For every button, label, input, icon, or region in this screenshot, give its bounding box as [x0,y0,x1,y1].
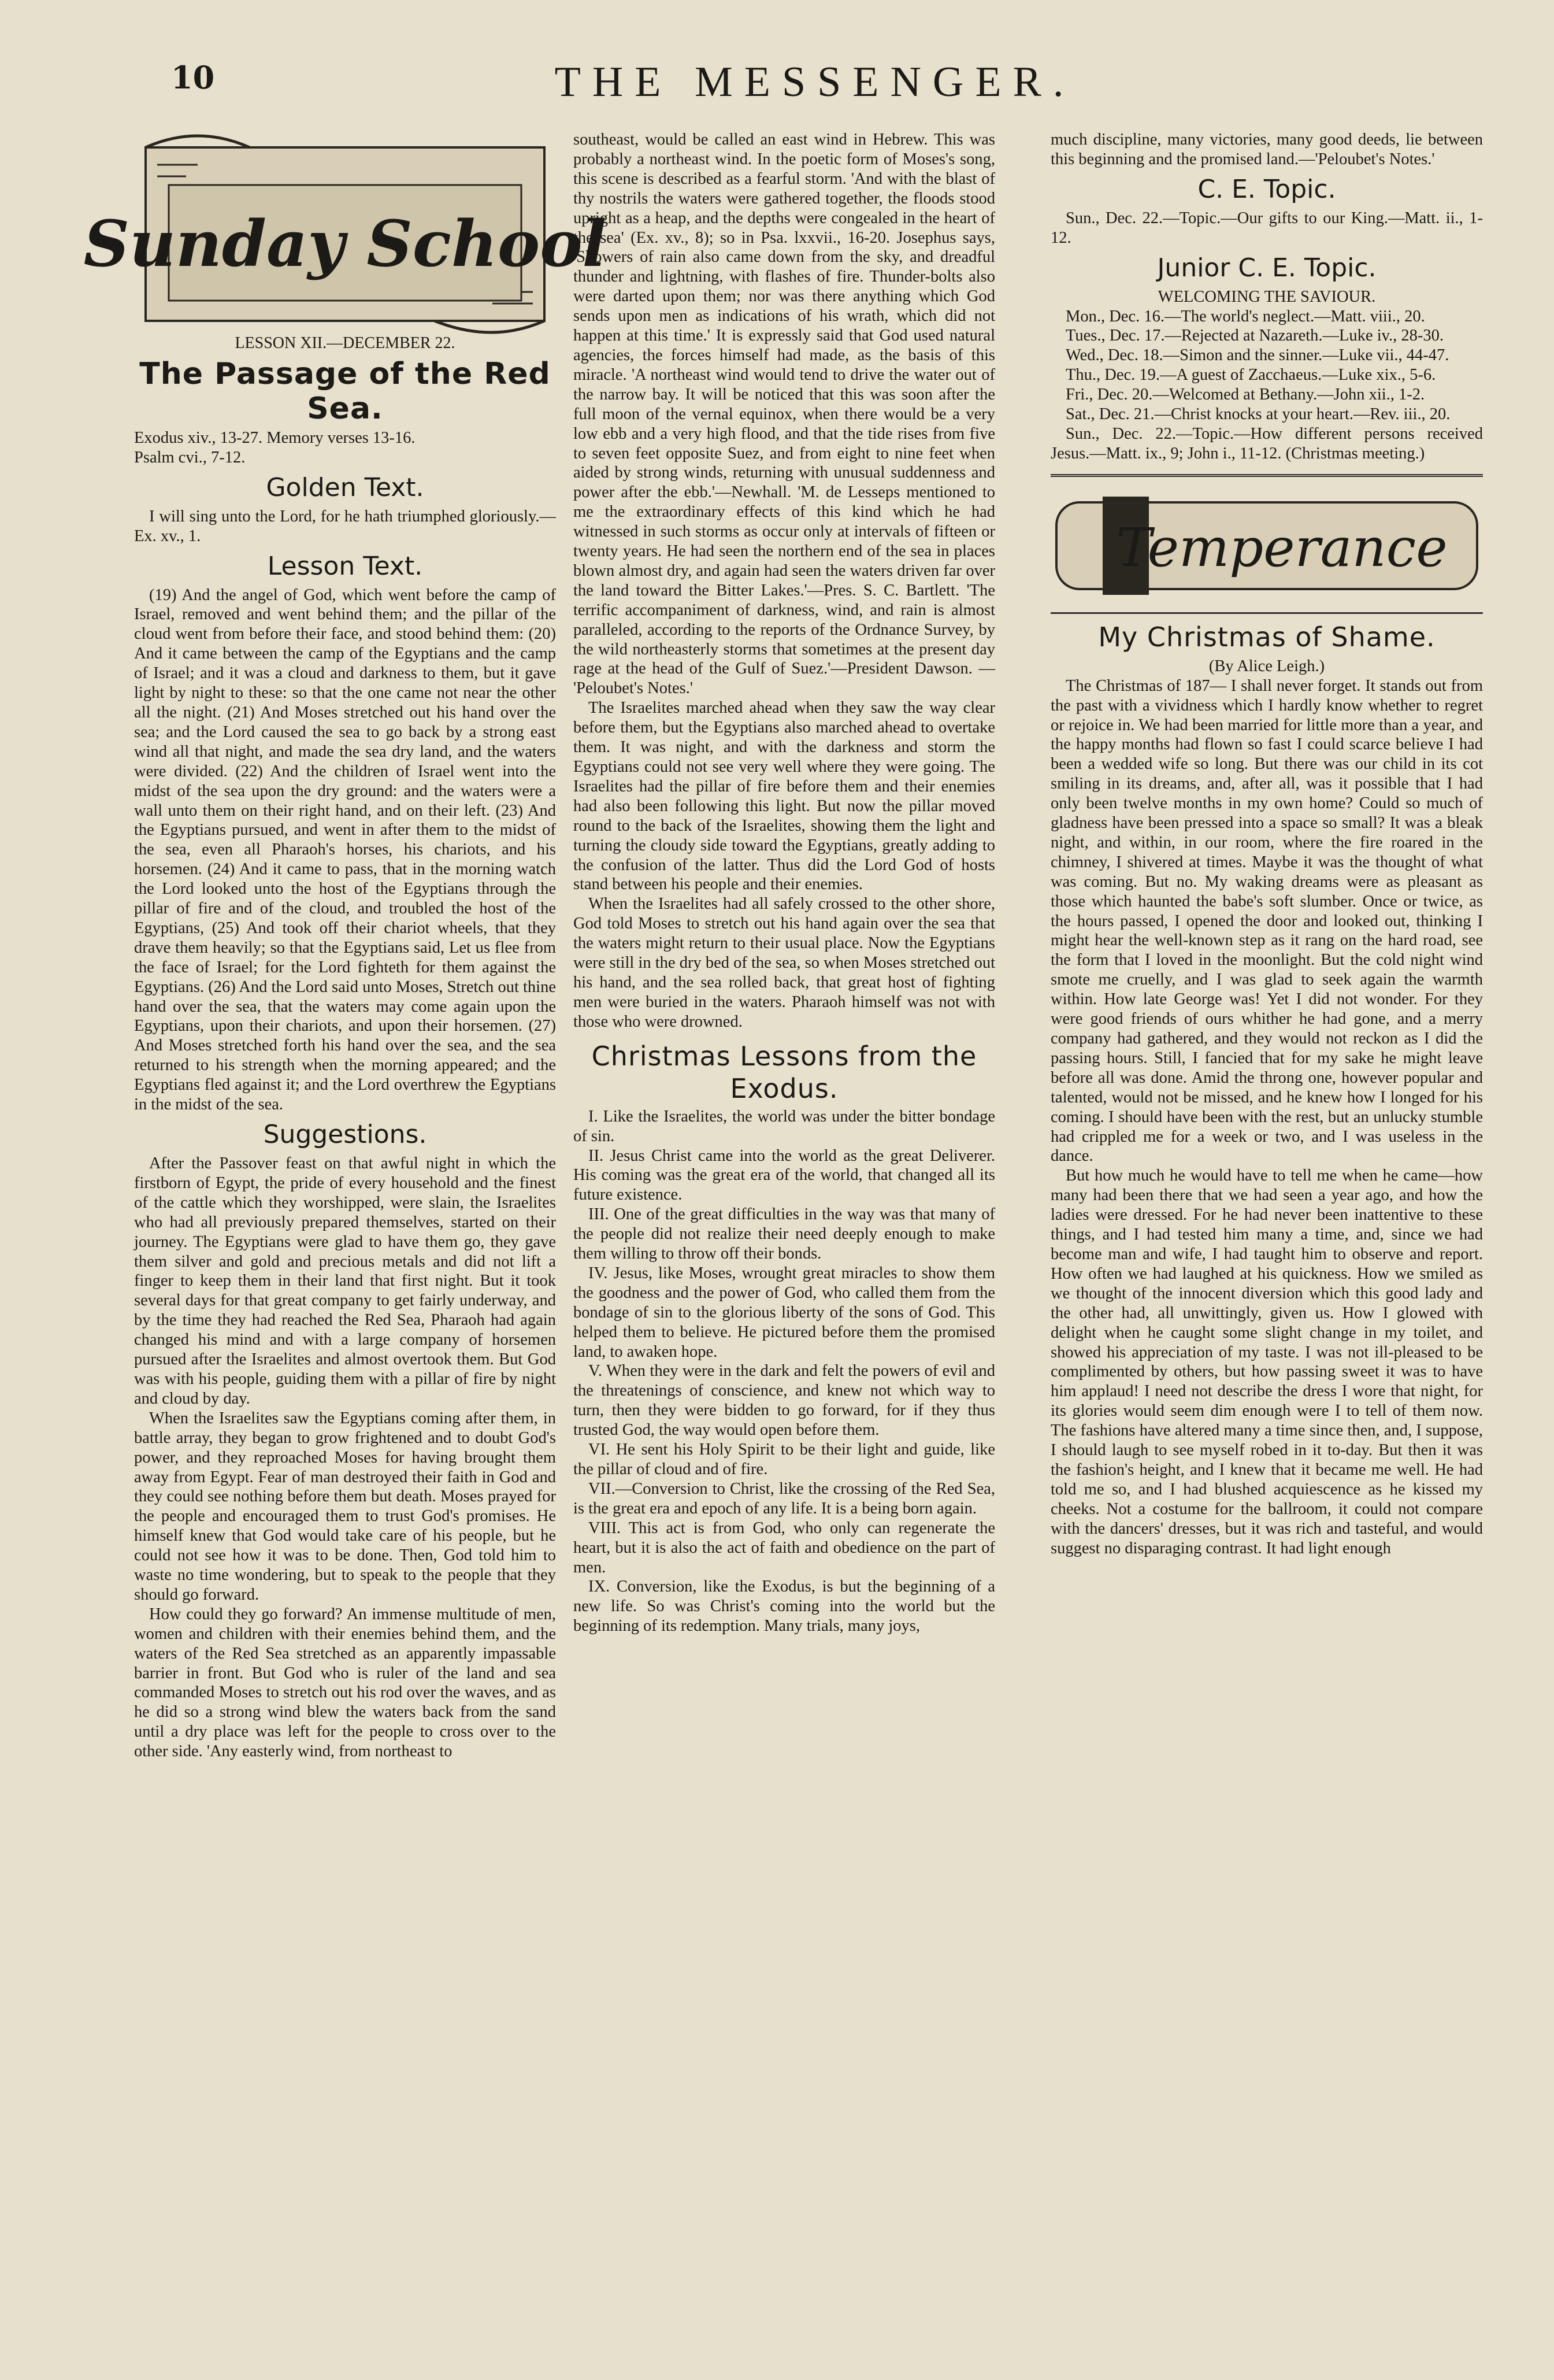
masthead: THE MESSENGER. [554,58,1075,106]
commentary-paragraph: The Israelites marched ahead when they saw the way clear before them, but the Egyptians also marched ahead to overtake them. It was night, and with the darkness and storm the Egyptians could not see very well where they were going. The Israelites had the pillar of fire before them and their enemies had also been following this light. But now the pillar moved round to the back of the Israelites, showing them the light and turning the cloudy side toward the Egyptians, greatly adding to the confusion of the latter. Thus did the Lord God of hosts stand between his people and their enemies. [573,699,995,894]
sunday-school-logotype [84,206,607,281]
christmas-lesson-item: VI. He sent his Holy Spirit to be their light and guide, like the pillar of cloud and of fire. [573,1441,995,1478]
svg-text:Temperance: Temperance [1116,516,1448,579]
story-byline: (By Alice Leigh.) [1208,657,1325,675]
junior-ce-heading: Junior C. E. Topic. [1157,253,1377,283]
story-paragraph: But how much he would have to tell me when he came—how many had been there that we had seen a year ago, and how the ladies were dressed. For he had never been inattentive to these things, and I had tested him many a time, and, since we had become man and wife, I had taught him to observe and report. How often we had laughed at his quickness. How we smiled as we thought of the innocent diversion which this good lady and the other had, all unwittingly, given us. How I glowed with delight when he caught some slight change in my toilet, and showed his appreciation of my taste. I was not ill-pleased to be complimented by others, but how passing sweet it was to have him applaud! I need not describe the dress I wore that night, for its glories would seem dim enough were I to tell of them now. The fashions have altered many a time since then, and, I suppose, I should laugh to see myself robed in it to-day. But then it was the fashion's height, and I knew that it became me well. He had told me so, and I had blushed acquiescence as he kissed my cheeks. Not a costume for the ballroom, it could not compare with the dancers' dresses, but it was rich and tasteful, and would suggest no disparaging contrast. It had light enough [1051,1167,1483,1557]
temperance-ornament [1051,485,1483,606]
column-middle [573,130,995,1636]
sunday-school-banner [83,130,607,350]
column-left [83,130,607,1761]
suggestions-paragraph: How could they go forward? An immense multitude of men, women and children with their enemies behind them, and the waters of the Red Sea stretched as an apparently impassable barrier in front. But God who is ruler of the land and sea commanded Moses to stretch out his rod over the waves, and as he did so a strong wind blew the waters back from the sand until a dry place was left for the people to cross over to the other side. 'Any easterly wind, from northeast to [134,1605,556,1761]
lesson-text-heading: Lesson Text. [267,551,423,581]
christmas-lesson-item: III. One of the great difficulties in the way was that many of the people did not realize their need deeply enough to make them willing to throw off their bonds. [573,1205,995,1263]
christmas-lesson-item: VII.—Conversion to Christ, like the crossing of the Red Sea, is the great era and epoch of any life. It is a being born again. [573,1479,995,1517]
svg-text:Sunday School: Sunday School [83,206,607,281]
page-number: 10 [171,59,215,96]
lesson-title: The Passage of the Red Sea. [139,356,551,426]
temperance-banner [1051,485,1483,606]
lesson-number: LESSON XII.—DECEMBER 22. [235,334,455,352]
christmas-lesson-item: II. Jesus Christ came into the world as the great Deliverer. His coming was the great era of the world, that changed all its future existence. [573,1146,995,1204]
column-right [1051,130,1483,1558]
golden-text-heading: Golden Text. [266,472,424,502]
christmas-lesson-item: I. Like the Israelites, the world was under the bitter bondage of sin. [573,1107,995,1145]
lesson-text: (19) And the angel of God, which went before the camp of Israel, removed and went behind them; and the pillar of the cloud went from before their face, and stood behind them: (20) And it came between the camp of the Egyptians and the camp of Israel; and it was a cloud and darkness to them, but it gave light by night to these: so that the one came not near the other all the night. (21) And Moses stretched out his hand over the sea; and the Lord caused the sea to go back by a strong east wind all that night, and made the sea dry land, and the waters were divided. (22) And the children of Israel went into the midst of the sea upon the dry ground: and the waters were a wall unto them on their right hand, and on their left. (23) And the Egyptians pursued, and went in after them to the midst of the sea, even all Pharaoh's horses, his chariots, and his horsemen. (24) And it came to pass, that in the morning watch the Lord looked unto the host of the Egyptians through the pillar of fire and of the cloud, and troubled the host of the Egyptians, (25) And took off their chariot wheels, that they drave them heavily; so that the Egyptians said, Let us flee from the face of Israel; for the Lord fighteth for them against the Egyptians. (26) And the Lord said unto Moses, Stretch out thine hand over the sea, that the waters may come again upon the Egyptians, upon their chariots, and upon their horsemen. (27) And Moses stretched forth his hand over the sea, and the sea returned to his strength when the morning appeared; and the Egyptians fled against it; and the Lord overthrew the Egyptians in the midst of the sea. [134,586,556,1114]
christmas-lesson-item: VIII. This act is from God, who only can regenerate the heart, but it is also the act of faith and obedience on the part of men. [573,1519,995,1576]
temperance-logotype [1116,517,1447,579]
christmas-lessons-heading: Christmas Lessons from the Exodus. [591,1040,977,1104]
section-divider [1051,612,1483,614]
topic-item: Fri., Dec. 20.—Welcomed at Bethany.—John xii., 1-2. [1066,386,1425,404]
topic-item: Tues., Dec. 17.—Rejected at Nazareth.—Luke iv., 28-30. [1066,327,1444,345]
sunday-school-ornament [83,130,607,350]
topic-item: Mon., Dec. 16.—The world's neglect.—Matt. viii., 20. [1066,307,1425,325]
notes-continuation: much discipline, many victories, many good deeds, lie between this beginning and the promised land.—'Peloubet's Notes.' [1051,131,1483,168]
christmas-lesson-item: IX. Conversion, like the Exodus, is but the beginning of a new life. So was Christ's coming into the world but the beginning of its redemption. Many trials, many joys, [573,1578,995,1635]
golden-text: I will sing unto the Lord, for he hath triumphed gloriously.—Ex. xv., 1. [134,507,556,545]
topic-item: Thu., Dec. 19.—A guest of Zacchaeus.—Luke xix., 5-6. [1066,366,1436,384]
commentary-paragraph: southeast, would be called an east wind in Hebrew. This was probably a northeast wind. In the poetic form of Moses's song, this scene is described as a fearful storm. 'And with the blast of thy nostrils the waters were gathered together, the floods stood upright as a heap, and the depths were congealed in the heart of the sea' (Ex. xv., 8); so in Psa. lxxvii., 16-20. Josephus says, 'Showers of rain also came down from the sky, and dreadful thunder and lightning, with flashes of fire. Thunder-bolts also were darted upon them; nor was there anything which God sends upon men as indications of his wrath, which did not happen at this time.' It is expressly said that God used natural agencies, the forces himself had made, as the basis of this miracle. 'A northeast wind would tend to drive the water out of the narrow bay. It will be noticed that this was soon after the full moon of the vernal equinox, when there would be a very low ebb and a very high flood, and that the tide rises from five to seven feet opposite Suez, and from eight to nine feet when aided by strong winds, returning with unusual suddenness and power after the ebb.'—Newhall. 'M. de Lesseps mentioned to me the extraordinary effects of this kind which he had witnessed in such storms as occur only at intervals of fifteen or twenty years. He had seen the northern end of the sea in places blown almost dry, and again had seen the waters driven far over the land toward the Bitter Lakes.'—Pres. S. C. Bartlett. 'The terrific accompaniment of darkness, wind, and rain is almost paralleled, according to the reports of the Ordnance Survey, by the wild northeasterly storms that sometimes at the present day rage at the head of the Gulf of Suez.'—President Dawson. — 'Peloubet's Notes.' [573,131,995,698]
christmas-lesson-item: V. When they were in the dark and felt the powers of evil and the threatenings of conscience, and knew not which way to turn, then they were bidden to go forward, for if they thus trusted God, the way would open before them. [573,1362,995,1439]
suggestions-heading: Suggestions. [263,1120,427,1149]
junior-ce-subheading: WELCOMING THE SAVIOUR. [1158,287,1376,306]
section-divider [1051,474,1483,477]
topic-item: Sun., Dec. 22.—Topic.—How different persons received Jesus.—Matt. ix., 9; John i., 11-12. (Christmas meeting.) [1051,424,1483,462]
lesson-reference: Exodus xiv., 13-27. Memory verses 13-16. [134,428,416,447]
story-title: My Christmas of Shame. [1098,621,1436,653]
ce-topic-heading: C. E. Topic. [1197,174,1336,204]
topic-item: Sat., Dec. 21.—Christ knocks at your heart.—Rev. iii., 20. [1066,405,1451,424]
story-paragraph: The Christmas of 187— I shall never forget. It stands out from the past with a vividness which I hardly know whether to regret or rejoice in. We had been married for little more than a year, and the happy months had flown so fast I could scarce believe I had been a wedded wife so long. But there was our child in its cot smiling in its dreams, and, after all, was it possible that I had only been twelve months in my own home? Could so much of gladness have been pressed into a space so small? It was a bleak night, and within, in our room, where the fire roared in the chimney, I shivered at times. Maybe it was the thought of what was coming. But no. My waking dreams were as pleasant as those which haunted the babe's soft slumber. Once or twice, as the hours passed, I opened the door and looked out, thinking I might hear the well-known step as it rang on the hard road, see the form that I loved in the moonlight. But the cold night wind smote me cruelly, and I was glad to seek again the warmth within. How late George was! Yet I did not wonder. For they were good friends of ours whither he had gone, and a merry company had gathered, and they would not reckon as I did the passing hours. Still, I fancied that for my sake he might leave before all was done. Amid the throng one, however popular and talented, would not be missed, and he knew how I longed for his coming. I should have been with the rest, but an unlucky stumble had crippled me for a week or two, and I was useless in the dance. [1051,676,1483,1165]
lesson-psalm: Psalm cvi., 7-12. [134,448,246,467]
ce-topic-text: Sun., Dec. 22.—Topic.—Our gifts to our King.—Matt. ii., 1-12. [1051,209,1483,247]
suggestions-paragraph: When the Israelites saw the Egyptians coming after them, in battle array, they began to grow frightened and to doubt God's power, and they reproached Moses for having brought them away from Egypt. Fear of man destroyed their faith in God and they could see nothing before them but death. Moses prayed for the people and encouraged them to trust God's promises. He himself knew that God would take care of his people, but he could not see how it was to be done. Then, God told him to waste no time wondering, but to speak to the people that they should go forward. [134,1409,556,1604]
christmas-lesson-item: IV. Jesus, like Moses, wrought great miracles to show them the goodness and the power of God, who called them from the bondage of sin to the glorious liberty of the sons of God. This helped them to believe. He pictured before them the promised land, to awaken hope. [573,1264,995,1361]
suggestions-paragraph: After the Passover feast on that awful night in which the firstborn of Egypt, the pride of every household and the finest of the cattle which they worshipped, were slain, the Israelites who had all previously prepared themselves, started on their journey. The Egyptians were glad to have them go, they gave them silver and gold and precious metals and did not lift a finger to keep them in their land that first night. But it took several days for that great company to get fairly underway, and by the time they had reached the Red Sea, Pharaoh had again changed his mind and with a large company of horsemen pursued after the Israelites and almost overtook them. But God was with his people, guiding them with a pillar of fire by night and cloud by day. [134,1154,556,1408]
topic-item: Wed., Dec. 18.—Simon and the sinner.—Luke vii., 44-47. [1066,346,1449,365]
commentary-paragraph: When the Israelites had all safely crossed to the other shore, God told Moses to stretch out his hand again over the sea that the waters might return to their usual place. Now the Egyptians were still in the dry bed of the sea, so when Moses stretched out his hand, and the sea rolled back, that great host of fighting men were buried in the waters. Pharaoh himself was not with those who were drowned. [573,895,995,1031]
